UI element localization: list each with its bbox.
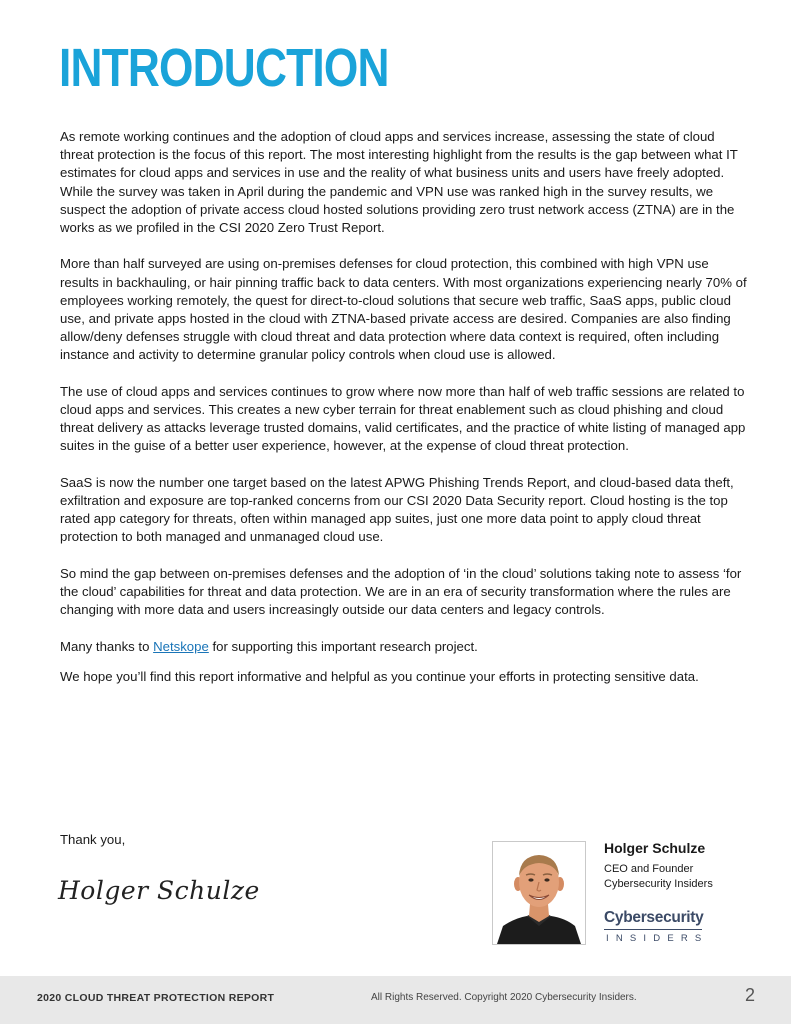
- logo-divider: [604, 929, 702, 930]
- author-photo: [492, 841, 586, 945]
- intro-paragraph-1: As remote working continues and the adoption of cloud apps and services increase, assessing the state of cloud threat protection is the focus of this report. The most interesting highlight from the results is the gap between what IT estimates for cloud apps and services in use and the reality of what business units and users have freely adopted. While the survey was taken in April during the pandemic and VPN use was ranked high in the survey results, we suspect the adoption of private access cloud hosted solutions providing zero trust network access (ZTNA) are in the works as we profiled in the CSI 2020 Zero Trust Report.: [60, 129, 738, 236]
- footer-copyright: All Rights Reserved. Copyright 2020 Cybersecurity Insiders.: [371, 992, 637, 1003]
- author-role-title: CEO and Founder: [604, 863, 694, 875]
- netskope-link[interactable]: Netskope: [153, 638, 209, 654]
- logo-subtitle: INSIDERS: [606, 933, 709, 944]
- signoff-text: Thank you,: [60, 832, 126, 847]
- intro-paragraph-4: SaaS is now the number one target based on the latest APWG Phishing Trends Report, and cloud-based data theft, exfiltration and exposure are top-ranked concerns from our CSI 2020 Data Security report. Cloud hosting is the top rated app category for threats, often within managed app suites, just one more data point to apply cloud threat protection to both managed and unmanaged cloud use.: [60, 474, 734, 545]
- author-portrait-image: [493, 842, 585, 944]
- thanks-prefix: Many thanks to: [60, 638, 154, 654]
- page-title: INTRODUCTION: [59, 38, 389, 98]
- cybersecurity-insiders-logo: Cybersecurity: [604, 909, 704, 926]
- page-footer: [0, 976, 791, 1024]
- footer-report-title: 2020 CLOUD THREAT PROTECTION REPORT: [37, 992, 275, 1004]
- author-role-company: Cybersecurity Insiders: [604, 877, 713, 890]
- handwritten-signature: Holger Schulze: [58, 876, 260, 905]
- author-name: Holger Schulze: [604, 840, 706, 856]
- author-role: [604, 862, 713, 891]
- closing-paragraph: We hope you’ll find this report informative and helpful as you continue your efforts in protecting sensitive data.: [60, 668, 699, 684]
- thanks-paragraph: [60, 638, 750, 656]
- intro-paragraph-2: More than half surveyed are using on-premises defenses for cloud protection, this combined with high VPN use results in backhauling, or hair pinning traffic back to data centers. With most organizations experiencing nearly 70% of employees working remotely, the quest for direct-to-cloud solutions that secure web traffic, SaaS apps, public cloud use, and private apps hosted in the cloud with ZTNA-based private access are desired. Companies are also finding allow/deny defenses struggle with cloud threat and data protection where data context is required, often including instance and activity to determine granular policy controls when cloud use is allowed.: [60, 256, 747, 363]
- intro-body: [60, 128, 750, 705]
- thanks-suffix: for supporting this important research project.: [208, 638, 478, 654]
- page-number: 2: [745, 985, 756, 1005]
- intro-paragraph-5: So mind the gap between on-premises defenses and the adoption of ‘in the cloud’ solutions taking note to assess ‘for the cloud’ capabilities for threat and data protection. We are in an era of security transformation where the rules are changing with more data and users increasingly outside our data centers and legacy controls.: [60, 565, 742, 618]
- intro-paragraph-3: The use of cloud apps and services continues to grow where now more than half of web traffic sessions are related to cloud apps and services. This creates a new cyber terrain for threat enablement such as cloud phishing and cloud threat delivery as attacks leverage trusted domains, valid certificates, and the practice of white listing of managed app suites in the guise of a better user experience, however, at the expense of cloud threat protection.: [60, 383, 746, 454]
